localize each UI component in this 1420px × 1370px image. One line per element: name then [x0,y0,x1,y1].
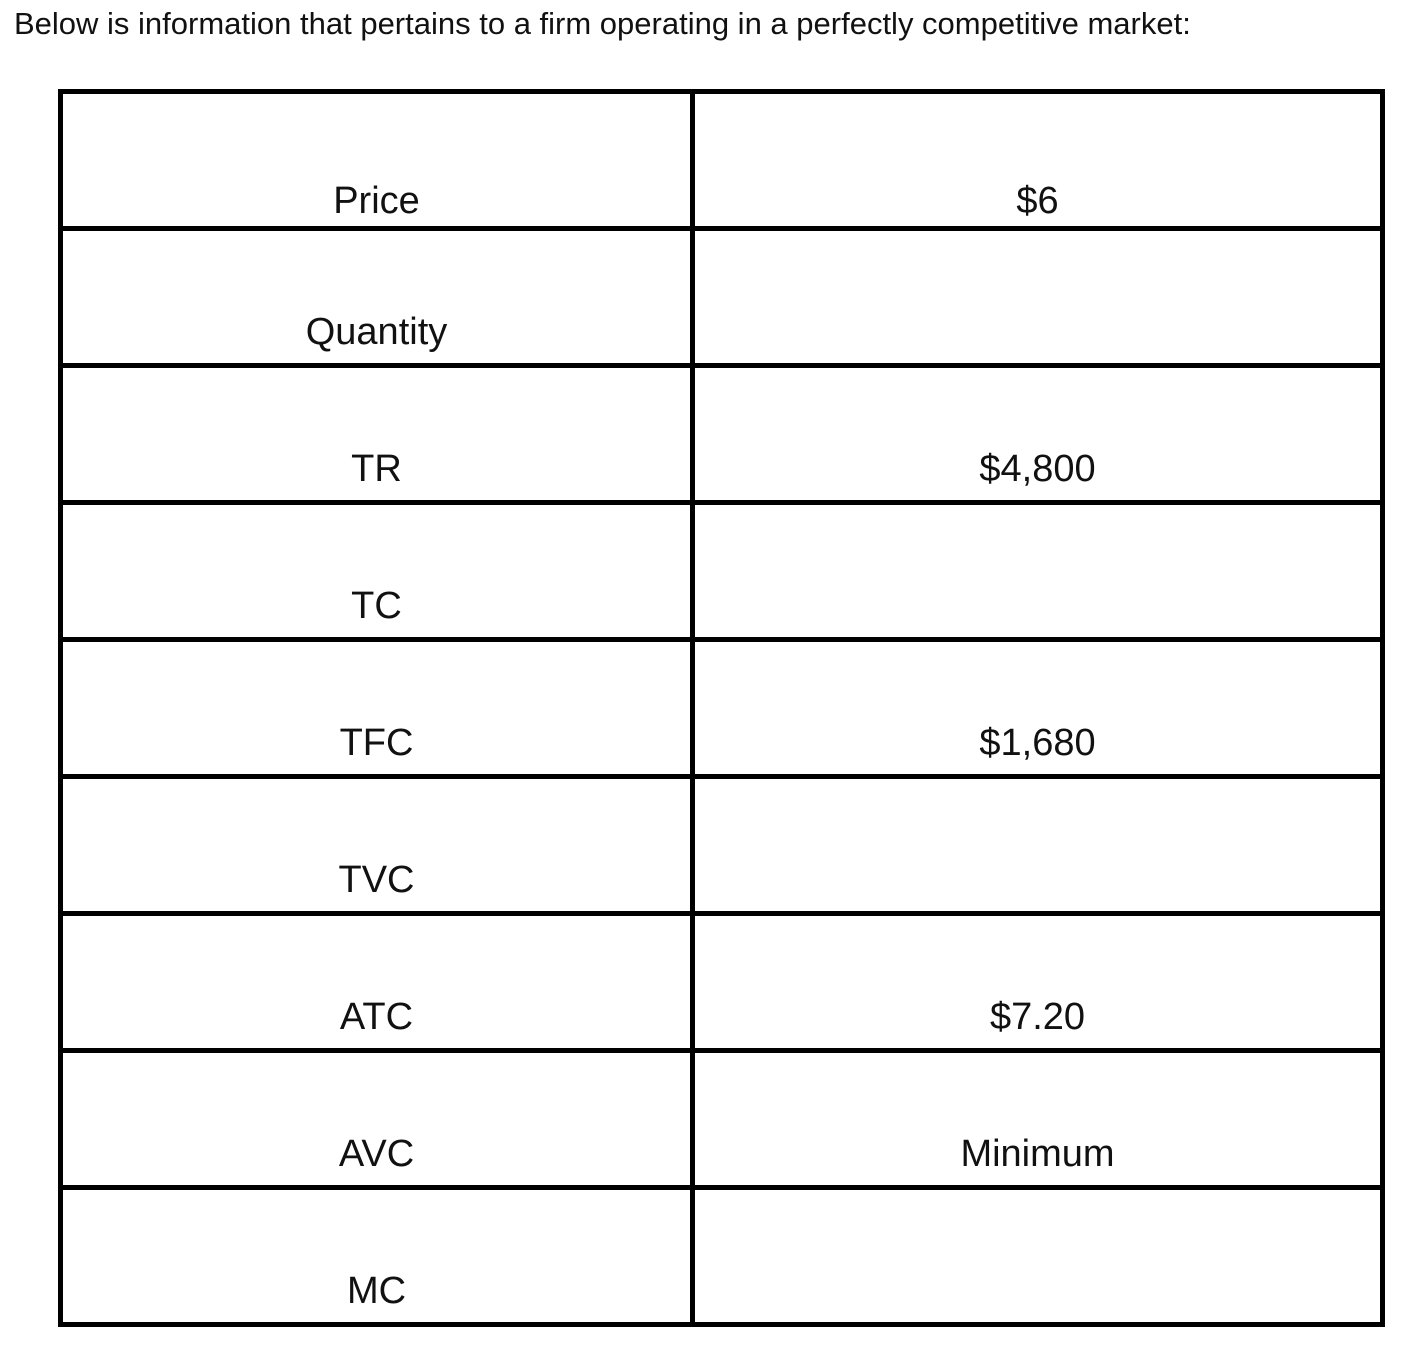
row-value [693,229,1383,366]
row-label: Price [61,92,693,229]
row-value: $1,680 [693,640,1383,777]
row-label: TC [61,503,693,640]
row-value [693,1188,1383,1325]
row-label: TR [61,366,693,503]
row-label: AVC [61,1051,693,1188]
table-row [61,914,1383,1051]
row-value: $7.20 [693,914,1383,1051]
table-row [61,92,1383,229]
firm-info-table [58,89,1385,1327]
table-row [61,229,1383,366]
row-label: TVC [61,777,693,914]
table-row [61,366,1383,503]
row-value: $6 [693,92,1383,229]
row-label: Quantity [61,229,693,366]
row-label: TFC [61,640,693,777]
row-value [693,503,1383,640]
row-value: $4,800 [693,366,1383,503]
table-row [61,1188,1383,1325]
intro-text: Below is information that pertains to a firm operating in a perfectly competitive market: [14,6,1191,41]
table-row [61,777,1383,914]
table-row [61,640,1383,777]
table-row [61,503,1383,640]
table-row [61,1051,1383,1188]
row-label: MC [61,1188,693,1325]
row-value [693,777,1383,914]
row-label: ATC [61,914,693,1051]
row-value: Minimum [693,1051,1383,1188]
